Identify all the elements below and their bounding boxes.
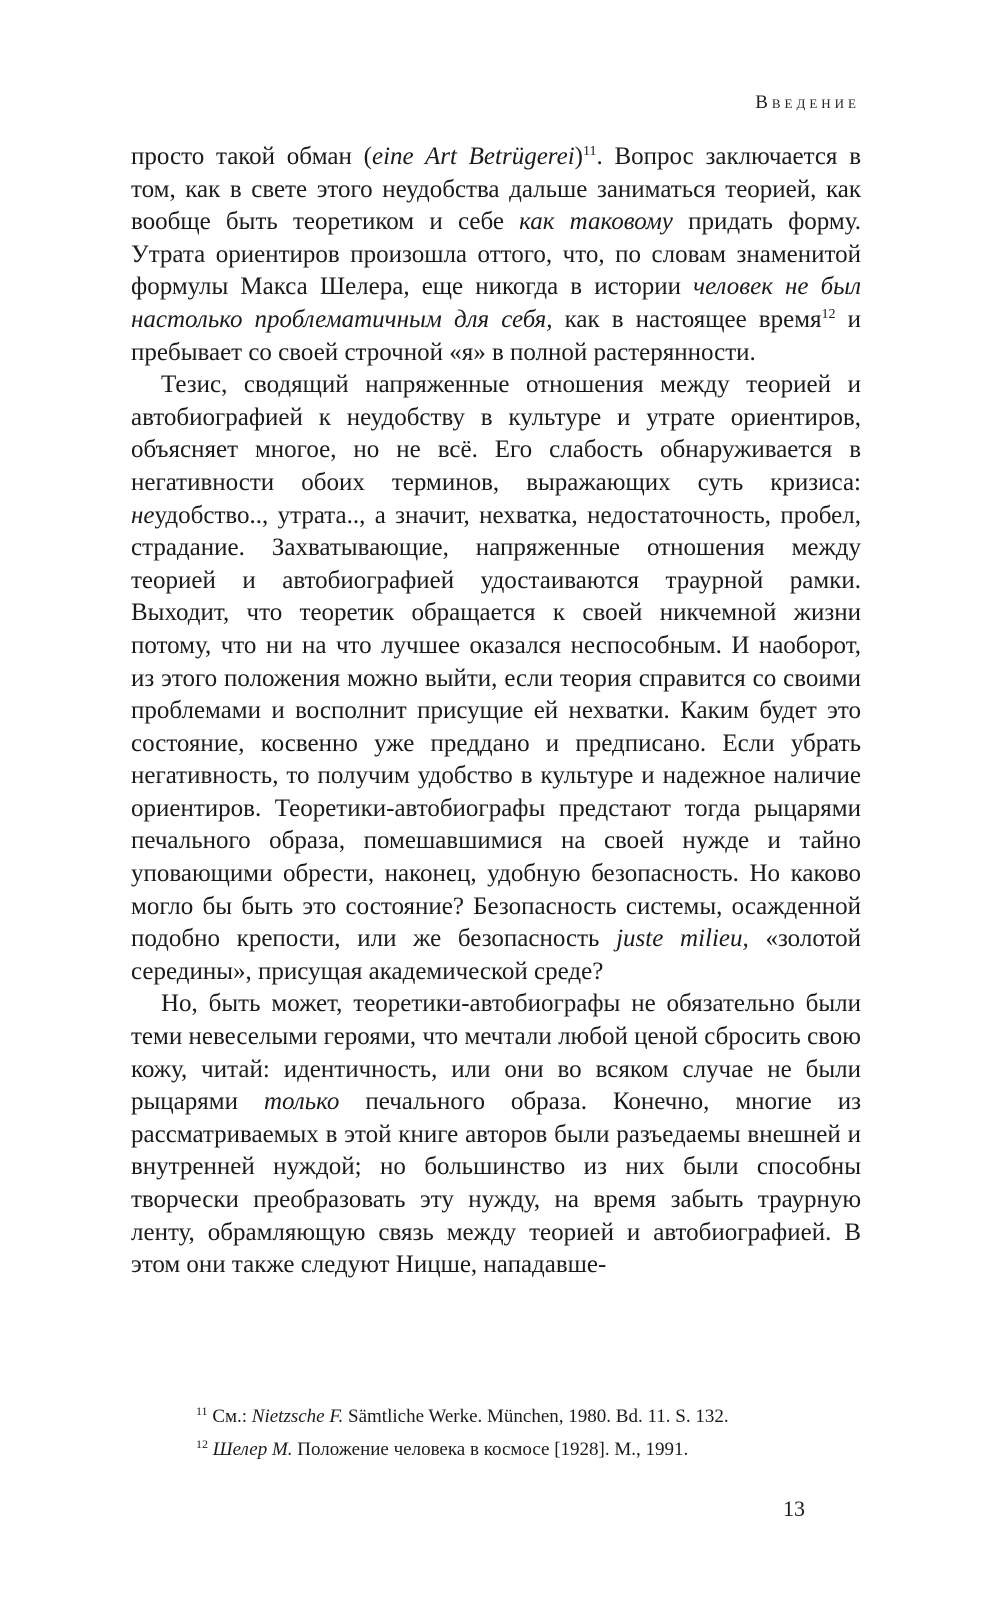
paragraph: [131, 988, 861, 1281]
text-run: См.:: [207, 1406, 252, 1427]
text-run: Тезис, сводящий напряженные отношения между теорией и автобиографией к неудобству в культуре и утрате ориентиров, объясняет многое, но не всё. Его слабость обнаруживается в негативности обоих терминов, выражающих суть кризиса:: [131, 371, 861, 496]
footnote-ref: 12: [821, 306, 836, 322]
footnotes: [131, 1400, 861, 1466]
footnote-11: [196, 1400, 861, 1433]
text-run: «золотой середины», присущая академической среде?: [131, 925, 861, 985]
italic-run: juste milieu,: [616, 925, 749, 953]
text-run: Но, быть может, теоретики-автобиографы не обязательно были теми невеселыми героями, что мечтали любой ценой сбросить свою кожу, читай: идентичность, или они во всяком случае не были рыцарями: [131, 990, 861, 1116]
paragraph: [131, 141, 861, 369]
text-run: Положение человека в космосе [1928]. М., 1991.: [292, 1439, 689, 1460]
italic-run: только: [263, 1088, 340, 1116]
text-run: . Вопрос заключается в том, как в свете этого неудобства дальше заниматься теорией, как вообще быть теоретиком и себе: [131, 143, 861, 236]
text-run: и пребывает со своей строчной «я» в полной растерянности.: [131, 305, 861, 366]
italic-run: человек не был настолько проблематичным для себя,: [131, 273, 861, 333]
footnote-ref: 12: [196, 1437, 208, 1451]
italic-run: как таковому: [519, 208, 673, 236]
running-header: Введение: [755, 92, 860, 113]
main-text: [131, 141, 861, 1282]
text-run: удобство.., утрата.., а значит, нехватка, недостаточность, пробел, страдание. Захватывающие, напряженные отношения между теорией и автобиографией удостаиваются траурной рамки. Выходит, что теоретик обращается к своей никчемной жизни потому, что ни на что лучшее оказался неспособным. И наоборот, из этого положения можно выйти, если теория справится со своими проблемами и восполнит присущие ей нехватки. Каким будет это состояние, косвенно уже преддано и предписано. Если убрать негативность, то получим удобство в культуре и надежное наличие ориентиров. Теоретики-автобиографы предстают тогда рыцарями печального образа, помешавшимися на своей нужде и тайно уповающими обрести, наконец, удобную безопасность. Но каково могло бы быть это состояние? Безопасность системы, осажденной подобно крепости, или же безопасность: [131, 501, 861, 953]
italic-run: не: [131, 501, 155, 529]
text-run: просто такой обман (: [131, 143, 372, 170]
paragraph: [131, 369, 861, 988]
italic-run: Nietzsche F.: [251, 1406, 344, 1427]
text-run: Sämtliche Werke. München, 1980. Bd. 11. S. 132.: [343, 1406, 729, 1427]
footnote-ref: 11: [196, 1404, 208, 1418]
page-number: 13: [783, 1496, 805, 1521]
text-run: придать форму. Утрата ориентиров произошла оттого, что, по словам знаменитой формулы Макса Шелера, еще никогда в истории: [131, 208, 861, 301]
footnote-12: [196, 1433, 861, 1466]
text-run: ): [574, 143, 583, 170]
text-run: как в настоящее время: [552, 305, 822, 333]
text-run: печального образа. Конечно, многие из рассматриваемых в этой книге авторов были разъедаемы внешней и внутренней нуждой; но большинство из них были способны творчески преобразовать эту нужду, на время забыть траурную ленту, обрамляющую связь между теорией и автобиографией. В этом они также следуют Ницше, нападавше-: [131, 1088, 861, 1279]
footnote-ref: 11: [582, 144, 597, 159]
italic-run: eine Art Betrügerei: [372, 143, 575, 170]
italic-run: Шелер М.: [212, 1439, 293, 1460]
